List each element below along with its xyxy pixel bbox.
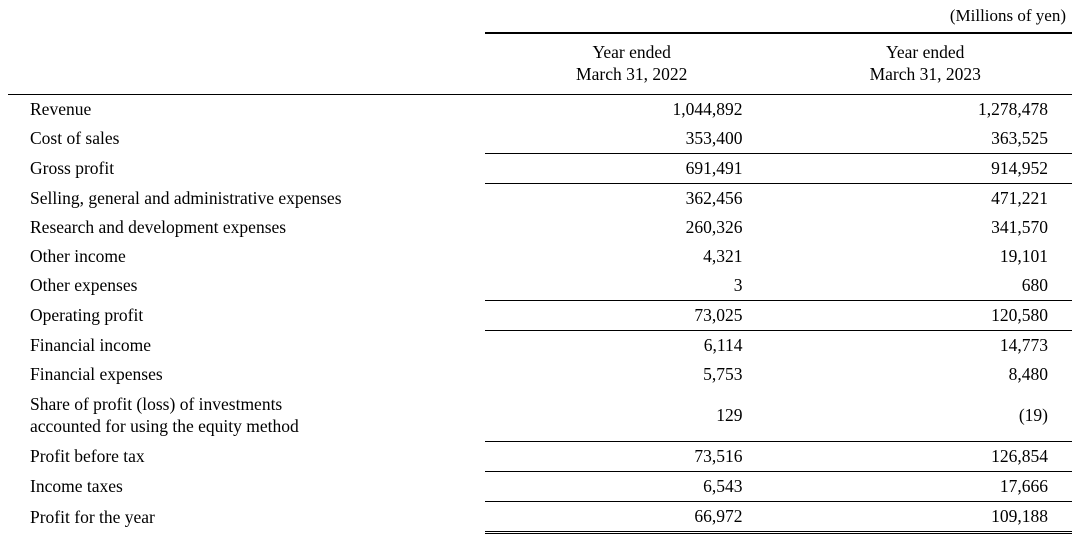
row-label: Revenue — [8, 95, 485, 125]
row-value-2023: 120,580 — [778, 301, 1072, 331]
row-value-2023: 471,221 — [778, 184, 1072, 214]
row-value-2022: 1,044,892 — [485, 95, 779, 125]
table-row — [8, 331, 1072, 361]
row-value-2022: 6,543 — [485, 472, 779, 502]
table-row — [8, 184, 1072, 214]
row-label: Financial income — [30, 334, 152, 355]
row-label: Selling, general and administrative expenses — [30, 187, 342, 208]
header-year-2023 — [778, 33, 1072, 95]
row-label: Cost of sales — [30, 128, 120, 149]
row-label: Gross profit — [30, 158, 115, 178]
row-label: Financial expenses — [30, 364, 163, 384]
row-label: Operating profit — [30, 305, 144, 325]
row-value-2022: 4,321 — [703, 246, 743, 266]
table-row — [8, 154, 1072, 184]
table-header-row — [8, 33, 1072, 95]
row-value-2022: 260,326 — [685, 217, 743, 237]
header-year-2022-line2: March 31, 2022 — [576, 64, 688, 84]
table-row — [8, 242, 1072, 271]
row-label: Other expenses — [30, 275, 138, 296]
row-value-2022: 3 — [733, 275, 743, 295]
row-label: Profit before tax — [30, 446, 145, 466]
row-label: Income taxes — [30, 476, 123, 496]
row-value-2023: 363,525 — [991, 128, 1048, 148]
row-value-2023: 109,188 — [778, 502, 1072, 533]
row-value-2023: 680 — [1021, 275, 1048, 295]
row-label-line2: accounted for using the equity method — [30, 416, 299, 437]
row-value-2023: 17,666 — [778, 472, 1072, 502]
table-row — [8, 502, 1072, 533]
header-blank — [8, 33, 485, 95]
table-row — [8, 472, 1072, 502]
row-label: Research and development expenses — [30, 217, 287, 237]
row-value-2022: 691,491 — [485, 154, 779, 184]
row-value-2023: 8,480 — [1008, 364, 1048, 384]
row-label: Other income — [30, 246, 126, 266]
table-row — [8, 124, 1072, 154]
table-row — [8, 271, 1072, 301]
row-value-2023: 126,854 — [778, 442, 1072, 472]
row-value-2022: 73,025 — [485, 301, 779, 331]
row-value-2022: 5,753 — [703, 364, 743, 384]
row-label — [8, 389, 485, 442]
income-statement-table — [8, 32, 1072, 534]
row-value-2023: 1,278,478 — [778, 95, 1072, 125]
header-year-2022-line1: Year ended — [592, 42, 671, 62]
row-value-2023: (19) — [1018, 405, 1048, 425]
row-value-2022: 362,456 — [485, 184, 779, 214]
row-value-2023: 914,952 — [778, 154, 1072, 184]
row-value-2022: 129 — [716, 405, 743, 425]
unit-note: (Millions of yen) — [949, 6, 1066, 25]
table-row — [8, 301, 1072, 331]
row-value-2022: 73,516 — [485, 442, 779, 472]
row-value-2022: 66,972 — [485, 502, 779, 533]
header-year-2023-line2: March 31, 2023 — [869, 64, 981, 84]
table-row — [8, 360, 1072, 389]
table-row — [8, 213, 1072, 242]
table-row — [8, 442, 1072, 472]
row-label: Profit for the year — [30, 506, 155, 527]
row-value-2022: 353,400 — [685, 128, 743, 148]
header-year-2023-line1: Year ended — [886, 42, 965, 62]
row-label-line1: Share of profit (loss) of investments — [30, 394, 283, 415]
table-row — [8, 95, 1072, 125]
table-row — [8, 389, 1072, 442]
header-year-2022 — [485, 33, 779, 95]
row-value-2022: 6,114 — [485, 331, 779, 361]
row-value-2023: 19,101 — [999, 246, 1048, 266]
row-value-2023: 341,570 — [991, 217, 1048, 237]
row-value-2023: 14,773 — [778, 331, 1072, 361]
